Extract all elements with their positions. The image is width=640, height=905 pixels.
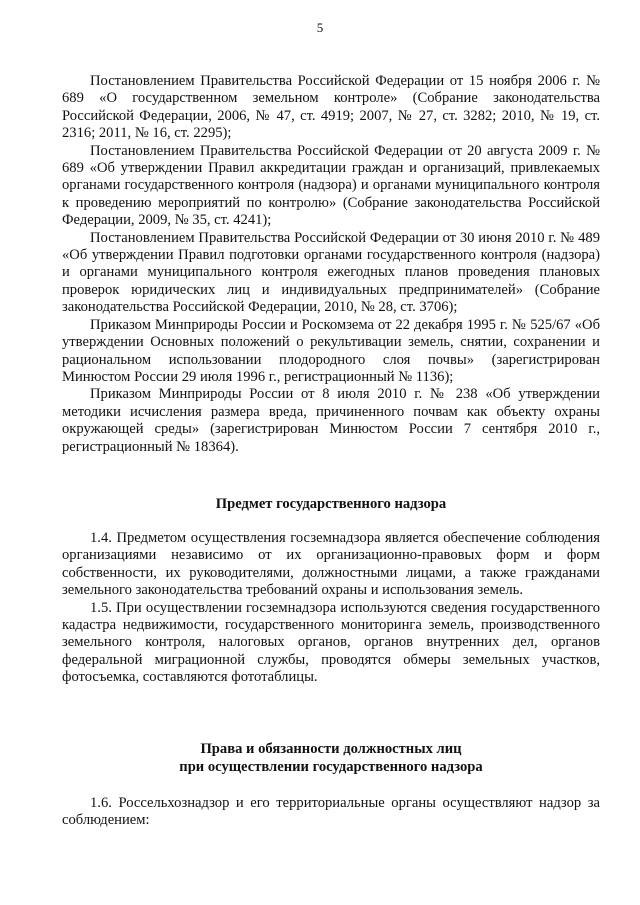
paragraph-order-238: Приказом Минприроды России от 8 июля 2010 г. № 238 «Об утверждении методики исчисления размера вреда, причиненного почвам как объекту охраны окружающей среды» (зарегистрирован Минюстом России 7 сентября 2010 г., регистрационный № 18364). [62,386,600,455]
paragraph-1-4: 1.4. Предметом осуществления госземнадзора является обеспечение соблюдения организациями независимо от их организационно-правовых форм и форм собственности, их руководителями, должностными лицами, а также гражданами земельного законодательства требований охраны и использования земель. [62,530,600,599]
paragraph-decree-689-2009: Постановлением Правительства Российской Федерации от 20 августа 2009 г. № 689 «Об утверждении Правил аккредитации граждан и организаций, привлекаемых органами государственного контроля (надзора) и органами муниципального контроля к проведению мероприятий по контролю» (Собрание законодательства Российской Федерации, 2009, № 35, ст. 4241); [62,142,600,229]
page-number: 5 [316,20,324,35]
paragraph-decree-489-2010: Постановлением Правительства Российской Федерации от 30 июня 2010 г. № 489 «Об утверждении Правил подготовки органами государственного контроля (надзора) и органами муниципального контроля ежегодных планов проведения плановых проверок юридических лиц и индивидуальных предпринимателей» (Собрание законодательства Российской Федерации, 2010, № 28, ст. 3706); [62,229,600,316]
paragraph-decree-689-2006: Постановлением Правительства Российской Федерации от 15 ноября 2006 г. № 689 «О государственном земельном контроле» (Собрание законодательства Российской Федерации, 2006, № 47, ст. 4919; 2007, № 27, ст. 3282; 2010, № 19, ст. 2316; 2011, № 16, ст. 2295); [62,73,600,142]
heading-rights-line-1: Права и обязанности должностных лиц [200,741,462,757]
subject-section [62,530,600,687]
paragraph-1-5: 1.5. При осуществлении госземнадзора используются сведения государственного кадастра недвижимости, государственного мониторинга земель, производственного земельного контроля, налоговых органов, органов внутренних дел, органов федеральной миграционной службы, проводятся обмеры земельных участков, фотосъемка, составляются фототаблицы. [62,599,600,686]
paragraph-1-6: 1.6. Россельхознадзор и его территориальные органы осуществляют надзор за соблюдением: [62,795,600,829]
heading-rights [62,740,600,776]
heading-rights-line-2: при осуществлении государственного надзора [179,759,483,775]
paragraph-order-525-67: Приказом Минприроды России и Роскомзема от 22 декабря 1995 г. № 525/67 «Об утверждении Основных положений о рекультивации земель, снятии, сохранении и рациональном использовании плодородного слоя почвы» (зарегистрирован Минюстом России 29 июля 1996 г., регистрационный № 1136); [62,316,600,385]
legal-basis-list [62,73,600,456]
rights-section [62,795,600,830]
heading-subject: Предмет государственного надзора [215,496,447,512]
